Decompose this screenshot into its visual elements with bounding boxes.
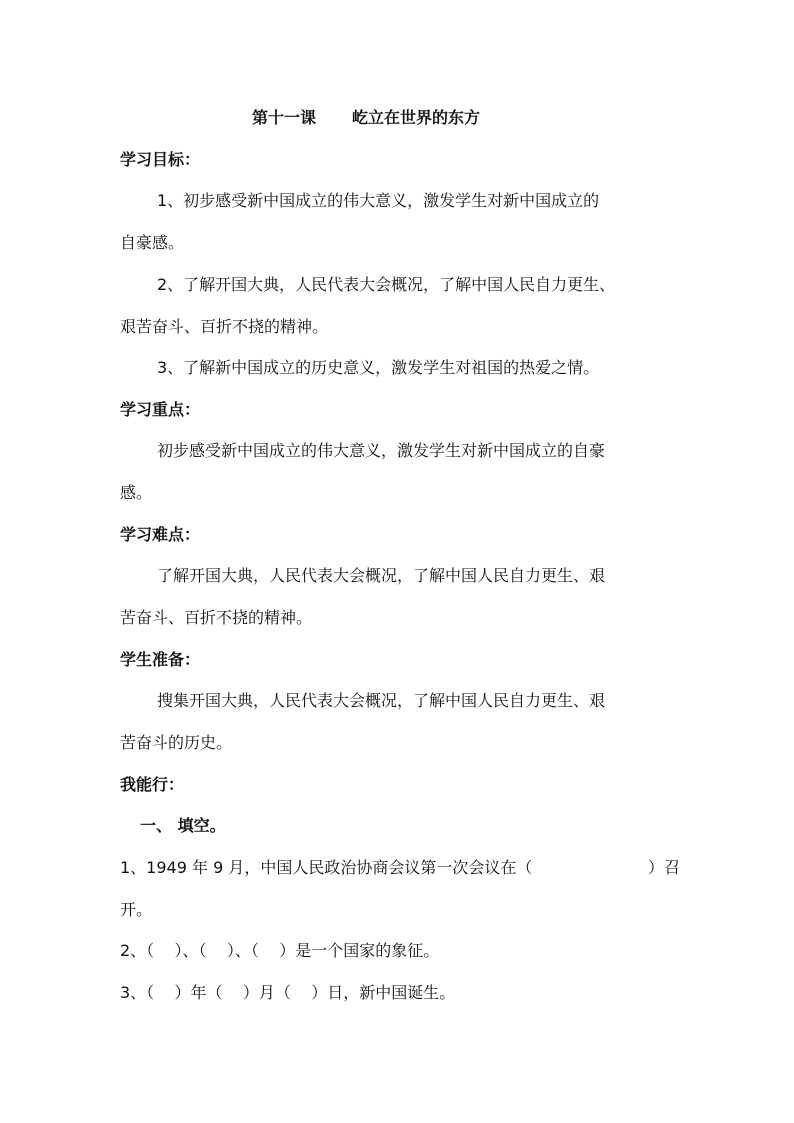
focus-line-1: 初步感受新中国成立的伟大意义，激发学生对新中国成立的自豪 [157,441,606,460]
lesson-title [252,108,552,128]
difficulty-heading: 学习难点： [120,525,201,544]
difficulty-line-1: 了解开国大典，人民代表大会概况，了解中国人民自力更生、艰 [157,566,606,585]
prep-heading: 学生准备： [120,650,201,669]
difficulty-line-2: 苦奋斗、百折不挠的精神。 [120,608,313,627]
question-1-tail: ）召 [647,858,680,877]
question-1-text: 1、1949 年 9 月，中国人民政治协商会议第一次会议在（ [120,858,533,877]
prep-line-2: 苦奋斗的历史。 [120,733,233,752]
goal-3-line-1: 3、了解新中国成立的历史意义，激发学生对祖国的热爱之情。 [157,358,600,377]
fill-blank-section: 一、 填空。 [140,816,226,835]
focus-heading: 学习重点： [120,400,201,419]
question-1-line-1 [120,858,680,878]
question-2: 2、（ ）、（ ）、（ ）是一个国家的象征。 [120,941,440,960]
goal-2-line-2: 艰苦奋斗、百折不挠的精神。 [120,317,329,336]
lesson-number: 第十一课 [252,108,317,127]
question-3: 3、（ ）年（ ）月（ ）日，新中国诞生。 [120,983,456,1002]
goal-1-line-2: 自豪感。 [120,233,185,252]
question-1-line-2: 开。 [120,900,153,919]
prep-line-1: 搜集开国大典，人民代表大会概况，了解中国人民自力更生、艰 [157,691,606,710]
lesson-name: 屹立在世界的东方 [352,108,481,127]
goal-2-line-1: 2、了解开国大典，人民代表大会概况，了解中国人民自力更生、 [157,275,616,294]
practice-heading: 我能行： [120,775,185,794]
goal-1-line-1: 1、初步感受新中国成立的伟大意义，激发学生对新中国成立的 [157,191,600,210]
focus-line-2: 感。 [120,483,153,502]
goals-heading: 学习目标： [120,150,201,169]
